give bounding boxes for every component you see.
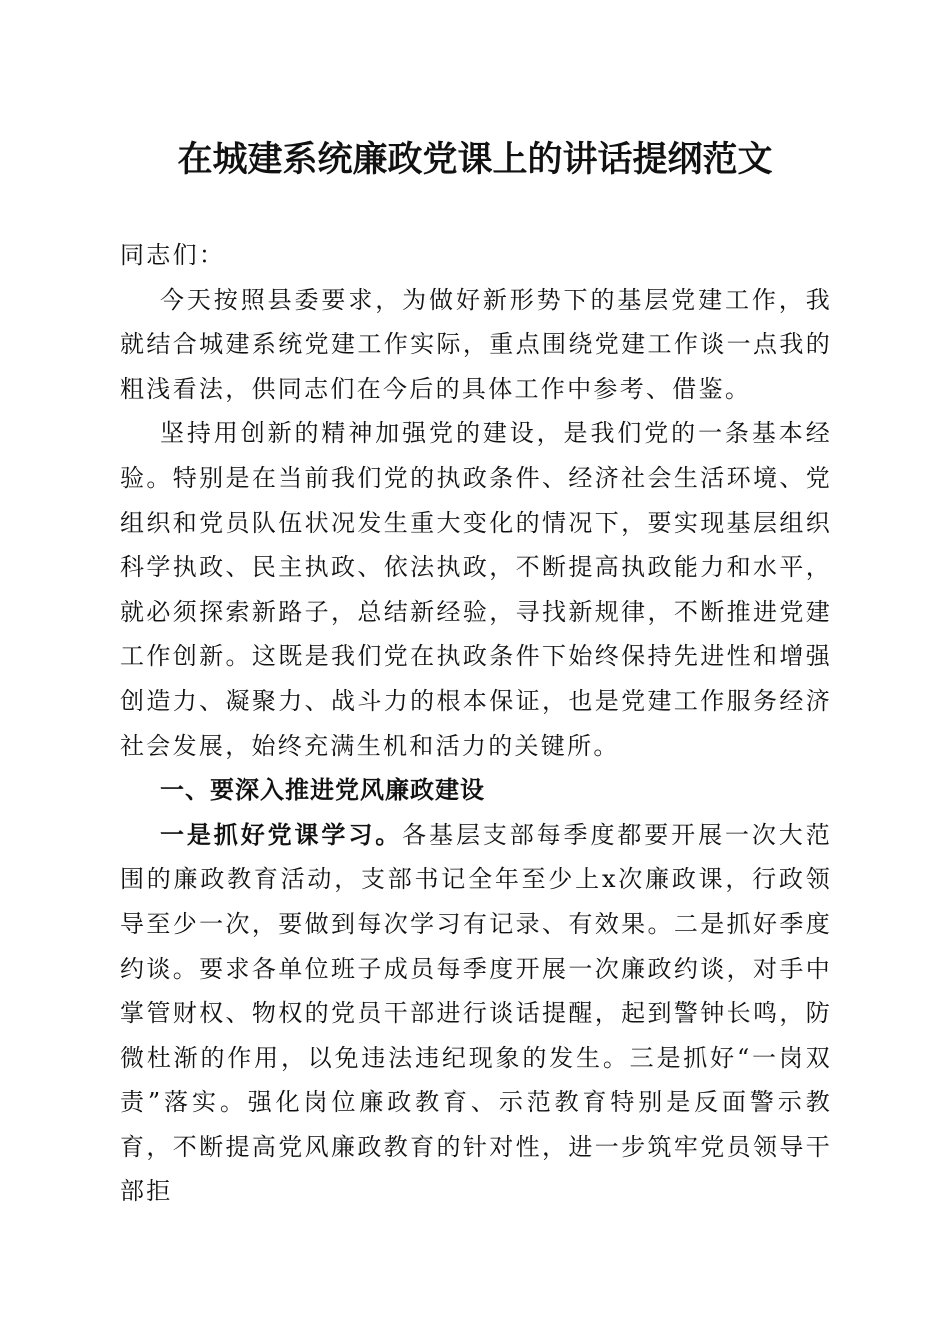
paragraph-intro: 今天按照县委要求，为做好新形势下的基层党建工作，我就结合城建系统党建工作实际，重点围绕党建工作谈一点我的粗浅看法，供同志们在今后的具体工作中参考、借鉴。: [120, 285, 832, 403]
paragraph-innovation: 坚持用创新的精神加强党的建设，是我们党的一条基本经验。特别是在当前我们党的执政条件、经济社会生活环境、党组织和党员队伍状况发生重大变化的情况下，要实现基层组织科学执政、民主执政、依法执政，不断提高执政能力和水平，就必须探索新路子，总结新经验，寻找新规律，不断推进党建工作创新。这既是我们党在执政条件下始终保持先进性和增强创造力、凝聚力、战斗力的根本保证，也是党建工作服务经济社会发展，始终充满生机和活力的关键所。: [120, 419, 832, 760]
document-body: [120, 233, 832, 1214]
salutation: 同志们：: [120, 241, 226, 269]
section-lead: 一是抓好党课学习。: [160, 819, 403, 849]
section-body: 各基层支部每季度都要开展一次大范围的廉政教育活动，支部书记全年至少上x次廉政课，行政领导至少一次，要做到每次学习有记录、有效果。二是抓好季度约谈。要求各单位班子成员每季度开展一次廉政约谈，对手中掌管财权、物权的党员干部进行谈话提醒，起到警钟长鸣，防微杜渐的作用，以免违法违纪现象的发生。三是抓好“一岗双责”落实。强化岗位廉政教育、示范教育特别是反面警示教育，不断提高党风廉政教育的针对性，进一步筑牢党员领导干部拒: [120, 820, 832, 1206]
section-heading: 一、要深入推进党风廉政建设: [160, 776, 485, 805]
section-paragraph: [120, 813, 832, 1214]
document-title: 在城建系统廉政党课上的讲话提纲范文: [177, 139, 773, 180]
